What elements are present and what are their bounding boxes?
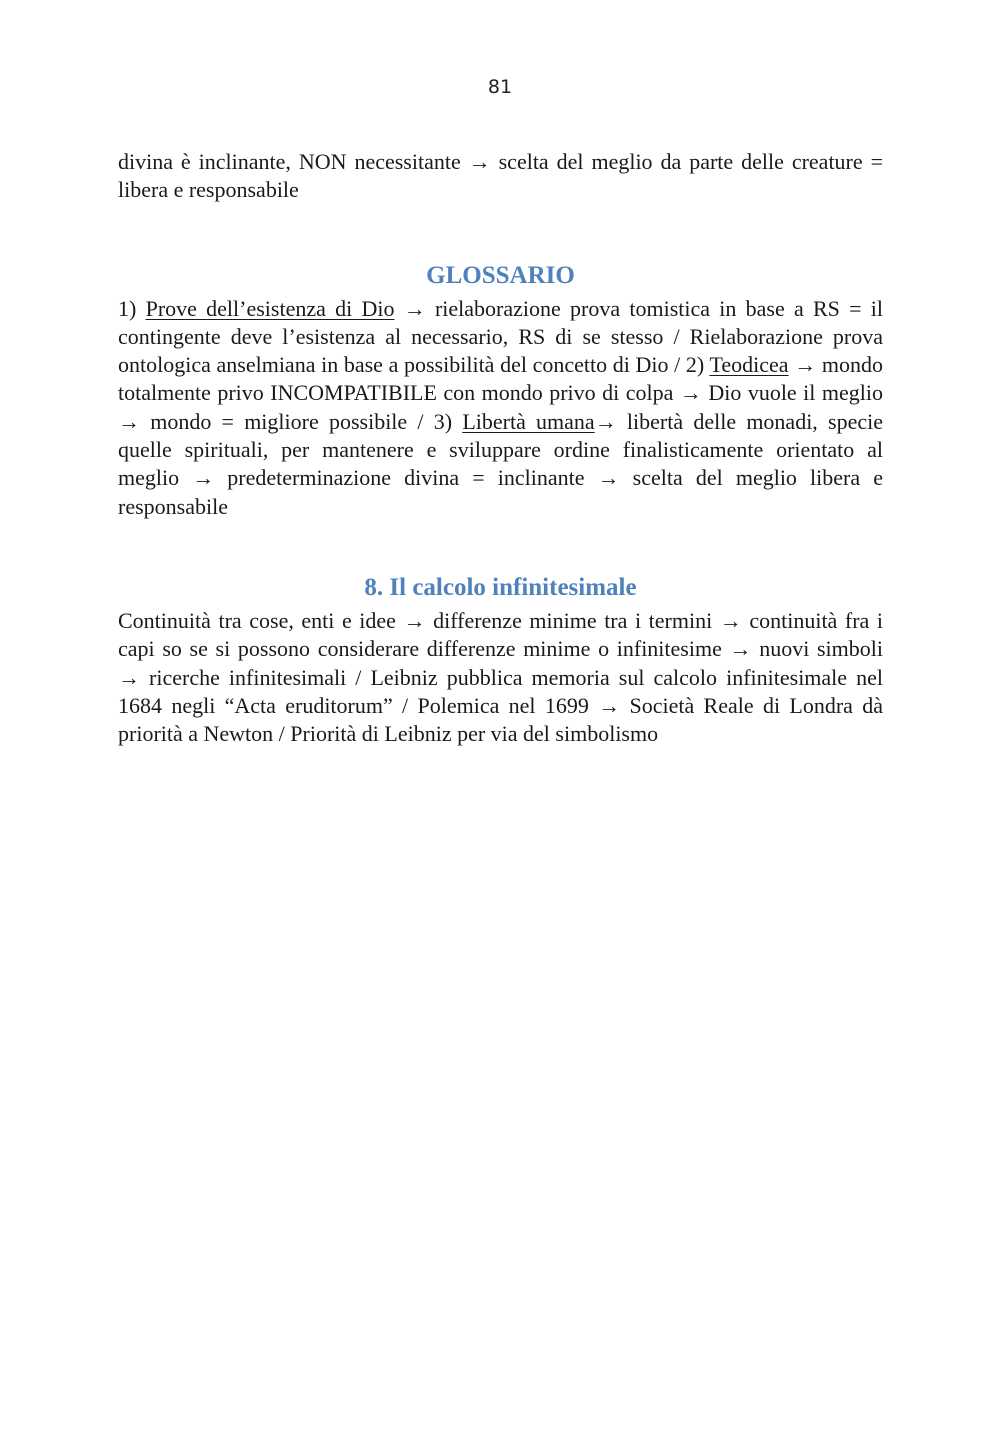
glossary-item-2-text: → mondo totalmente privo INCOMPATIBILE con mondo privo di colpa → Dio vuole il meglio → mondo = migliore possibile / <box>118 352 883 434</box>
glossary-paragraph <box>118 295 883 521</box>
page-number: 81 <box>487 76 513 98</box>
glossary-item-1-number: 1) <box>118 295 146 321</box>
page-content <box>118 148 883 748</box>
section-8-heading: 8. Il calcolo infinitesimale <box>364 573 637 601</box>
glossary-item-3-text: → libertà delle monadi, specie quelle spirituali, per mantenere e sviluppare ordine finalisticamente orientato al meglio → predeterminazione divina = inclinante → scelta del meglio libera e responsabile <box>118 408 884 519</box>
glossary-term-teodicea: Teodicea <box>709 352 789 378</box>
intro-paragraph: divina è inclinante, NON necessitante → scelta del meglio da parte delle creature = libera e responsabile <box>118 149 883 203</box>
glossary-item-2-number: 2) <box>685 352 710 378</box>
glossary-term-liberta-umana: Libertà umana <box>462 408 595 434</box>
glossary-heading: GLOSSARIO <box>426 261 575 289</box>
glossary-item-1-text: → rielaborazione prova tomistica in base a RS = il contingente deve l’esistenza al necessario, RS di se stesso / Rielaborazione prova ontologica anselmiana in base a possibilità del concetto di Dio / <box>118 295 883 378</box>
glossary-term-prove-esistenza-dio: Prove dell’esistenza di Dio <box>145 295 395 321</box>
glossary-item-3-number: 3) <box>433 408 463 434</box>
section-8-paragraph: Continuità tra cose, enti e idee → differenze minime tra i termini → continuità fra i capi so se si possono considerare differenze minime o infinitesime → nuovi simboli → ricerche infinitesimali / Leibniz pubblica memoria sul calcolo infinitesimale nel 1684 negli “Acta eruditorum” / Polemica nel 1699 → Società Reale di Londra dà priorità a Newton / Priorità di Leibniz per via del simbolismo <box>118 607 883 747</box>
